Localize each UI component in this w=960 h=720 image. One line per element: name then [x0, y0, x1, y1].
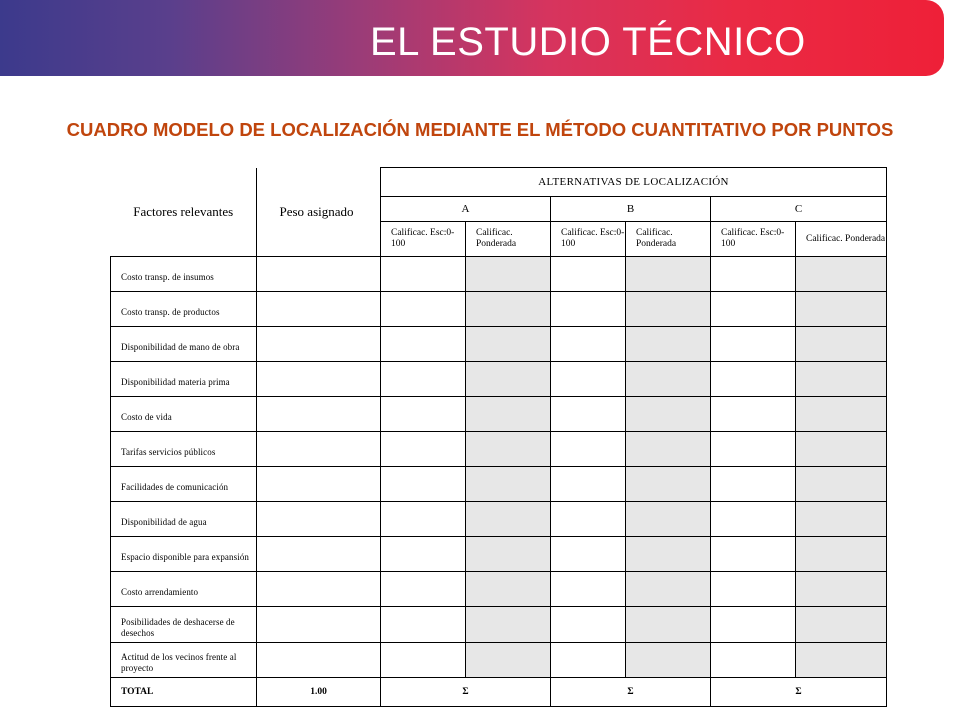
b-score-cell	[551, 572, 626, 607]
c-weighted-cell	[796, 257, 887, 292]
b-weighted-cell	[626, 502, 711, 537]
localization-table	[110, 167, 887, 707]
a-weighted-cell	[466, 537, 551, 572]
b-score-cell	[551, 362, 626, 397]
weight-cell	[257, 397, 381, 432]
factor-label: Tarifas servicios públicos	[111, 432, 257, 467]
a-score-cell	[381, 572, 466, 607]
alternative-b-header: B	[551, 197, 711, 222]
a-weighted-cell	[466, 502, 551, 537]
weight-column-header: Peso asignado	[257, 168, 381, 257]
factor-label: Posibilidades de deshacerse de desechos	[111, 607, 257, 643]
a-weighted-cell	[466, 292, 551, 327]
c-weighted-cell	[796, 327, 887, 362]
a-score-cell	[381, 502, 466, 537]
c-weighted-cell	[796, 502, 887, 537]
table-row	[111, 327, 887, 362]
c-weighted-cell	[796, 572, 887, 607]
total-sum-c: Σ	[711, 678, 887, 707]
b-weighted-cell	[626, 432, 711, 467]
a-score-cell	[381, 607, 466, 643]
a-weighted-cell	[466, 257, 551, 292]
factor-column-header: Factores relevantes	[111, 168, 257, 257]
c-weighted-cell	[796, 607, 887, 643]
b-score-cell	[551, 432, 626, 467]
b-score-cell	[551, 537, 626, 572]
factor-label: Disponibilidad de mano de obra	[111, 327, 257, 362]
c-score-cell	[711, 643, 796, 678]
table-row	[111, 397, 887, 432]
a-score-cell	[381, 643, 466, 678]
b-weighted-cell	[626, 397, 711, 432]
b-score-cell	[551, 292, 626, 327]
c-score-cell	[711, 537, 796, 572]
a-weighted-header: Calificac. Ponderada	[466, 222, 551, 257]
c-score-cell	[711, 292, 796, 327]
total-weight: 1.00	[257, 678, 381, 707]
a-weighted-cell	[466, 327, 551, 362]
weight-cell	[257, 257, 381, 292]
b-weighted-cell	[626, 607, 711, 643]
b-score-cell	[551, 607, 626, 643]
c-weighted-header: Calificac. Ponderada	[796, 222, 887, 257]
c-score-cell	[711, 467, 796, 502]
a-weighted-cell	[466, 467, 551, 502]
c-score-cell	[711, 257, 796, 292]
c-weighted-cell	[796, 362, 887, 397]
b-weighted-cell	[626, 362, 711, 397]
weight-cell	[257, 362, 381, 397]
weight-cell	[257, 432, 381, 467]
c-weighted-cell	[796, 467, 887, 502]
b-weighted-cell	[626, 257, 711, 292]
b-weighted-cell	[626, 467, 711, 502]
weight-cell	[257, 572, 381, 607]
b-score-cell	[551, 327, 626, 362]
b-weighted-cell	[626, 643, 711, 678]
table-row	[111, 537, 887, 572]
a-score-cell	[381, 362, 466, 397]
c-weighted-cell	[796, 432, 887, 467]
a-score-cell	[381, 467, 466, 502]
table-row	[111, 292, 887, 327]
b-score-cell	[551, 257, 626, 292]
a-score-cell	[381, 537, 466, 572]
a-score-cell	[381, 432, 466, 467]
c-score-cell	[711, 327, 796, 362]
a-weighted-cell	[466, 432, 551, 467]
table-row	[111, 607, 887, 643]
factor-label: Costo transp. de insumos	[111, 257, 257, 292]
a-weighted-cell	[466, 572, 551, 607]
a-weighted-cell	[466, 362, 551, 397]
factor-label: Espacio disponible para expansión	[111, 537, 257, 572]
c-score-cell	[711, 362, 796, 397]
b-score-cell	[551, 502, 626, 537]
a-weighted-cell	[466, 397, 551, 432]
page-title: EL ESTUDIO TÉCNICO	[370, 20, 806, 64]
weight-cell	[257, 502, 381, 537]
a-score-cell	[381, 257, 466, 292]
header-row-alternatives	[111, 168, 887, 197]
weight-cell	[257, 467, 381, 502]
weight-cell	[257, 327, 381, 362]
a-weighted-cell	[466, 607, 551, 643]
total-label: TOTAL	[111, 678, 257, 707]
table-row	[111, 502, 887, 537]
c-weighted-cell	[796, 537, 887, 572]
weight-cell	[257, 292, 381, 327]
b-weighted-cell	[626, 572, 711, 607]
b-weighted-header: Calificac. Ponderada	[626, 222, 711, 257]
a-weighted-cell	[466, 643, 551, 678]
alternative-c-header: C	[711, 197, 887, 222]
b-weighted-cell	[626, 327, 711, 362]
factor-label: Facilidades de comunicación	[111, 467, 257, 502]
table-row	[111, 362, 887, 397]
table-row	[111, 467, 887, 502]
c-score-cell	[711, 607, 796, 643]
c-score-cell	[711, 502, 796, 537]
factor-label: Costo de vida	[111, 397, 257, 432]
factor-label: Disponibilidad materia prima	[111, 362, 257, 397]
b-weighted-cell	[626, 537, 711, 572]
total-row	[111, 678, 887, 707]
factor-label: Actitud de los vecinos frente al proyecto	[111, 643, 257, 678]
b-weighted-cell	[626, 292, 711, 327]
c-score-cell	[711, 432, 796, 467]
table-row	[111, 643, 887, 678]
table-row	[111, 572, 887, 607]
factor-label: Costo transp. de productos	[111, 292, 257, 327]
factor-label: Costo arrendamiento	[111, 572, 257, 607]
factor-label: Disponibilidad de agua	[111, 502, 257, 537]
b-score-header: Calificac. Esc:0-100	[551, 222, 626, 257]
a-score-cell	[381, 327, 466, 362]
alternatives-header: ALTERNATIVAS DE LOCALIZACIÓN	[381, 168, 887, 197]
b-score-cell	[551, 643, 626, 678]
c-score-cell	[711, 572, 796, 607]
total-sum-a: Σ	[381, 678, 551, 707]
c-weighted-cell	[796, 643, 887, 678]
b-score-cell	[551, 467, 626, 502]
c-score-header: Calificac. Esc:0-100	[711, 222, 796, 257]
alternative-a-header: A	[381, 197, 551, 222]
total-sum-b: Σ	[551, 678, 711, 707]
table-caption: CUADRO MODELO DE LOCALIZACIÓN MEDIANTE EL MÉTODO CUANTITATIVO POR PUNTOS	[66, 119, 894, 140]
weight-cell	[257, 537, 381, 572]
table-row	[111, 257, 887, 292]
weight-cell	[257, 643, 381, 678]
c-weighted-cell	[796, 292, 887, 327]
b-score-cell	[551, 397, 626, 432]
c-score-cell	[711, 397, 796, 432]
a-score-header: Calificac. Esc:0-100	[381, 222, 466, 257]
a-score-cell	[381, 397, 466, 432]
a-score-cell	[381, 292, 466, 327]
table-row	[111, 432, 887, 467]
weight-cell	[257, 607, 381, 643]
c-weighted-cell	[796, 397, 887, 432]
